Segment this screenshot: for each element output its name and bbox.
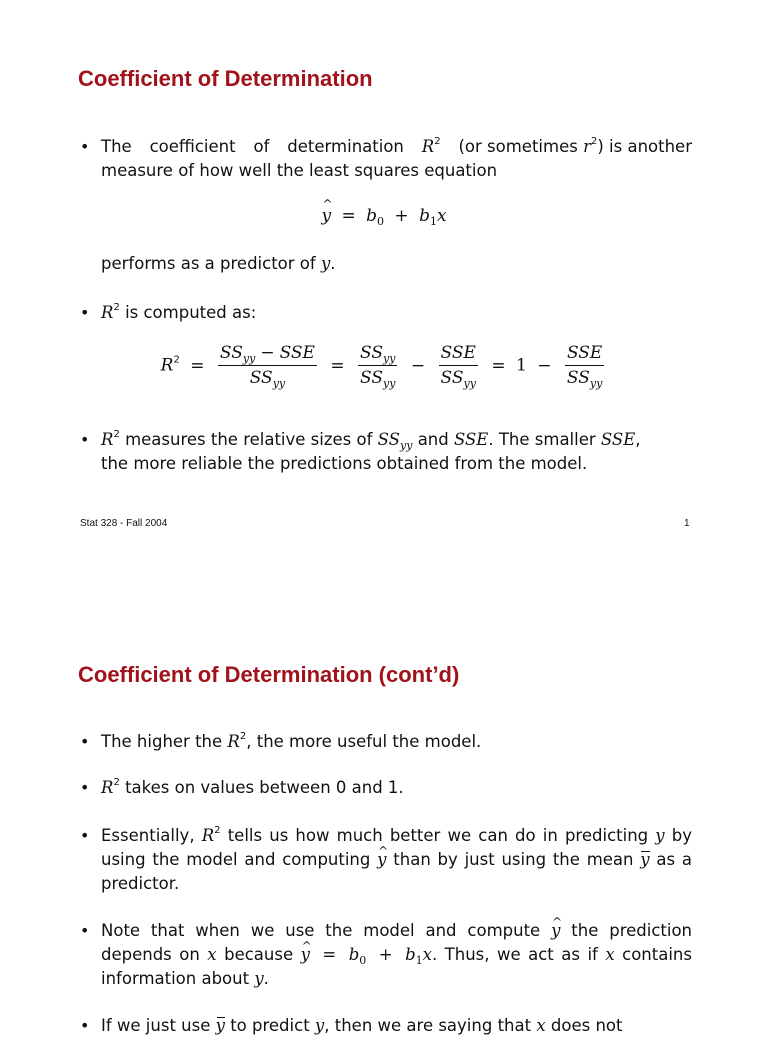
bullet-dot-icon: • (80, 1016, 90, 1035)
bullet-dot-icon: • (80, 826, 90, 845)
bullet-dot-icon: • (80, 732, 90, 751)
bullet-text: If we just use y to predict y, then we are saying that x does not (101, 1014, 692, 1038)
bullet-text-line-2: the more reliable the predictions obtained from the model. (101, 454, 588, 473)
bullet-item (78, 919, 692, 991)
bullet-dot-icon: • (80, 921, 90, 940)
bullet-item (78, 135, 692, 183)
slide-1-title: Coefficient of Determination (78, 66, 373, 91)
r-squared-formula: $R^2$ = $\frac{SS_{yy} - SSE}{SS_{yy}}$ = $\frac{SS_{yy}}{SS_{yy}}$ − $\frac{\text{SSE}}{SS_{yy}}$ = 1 − $\frac{\text{SSE}}{SS_{yy}}$ (160, 343, 603, 390)
slide-2 (0, 596, 768, 1036)
bullet-text: $R^2$ measures the relative sizes of $SS_{yy}$ and SSE. The smaller SSE, (101, 429, 641, 452)
bullet-dot-icon: • (80, 137, 90, 156)
footer-course: Stat 328 - Fall 2004 (80, 518, 168, 529)
bullet-item (78, 1014, 692, 1038)
bullet-dot-icon: • (80, 430, 90, 449)
bullet-item (78, 776, 692, 800)
fraction: $\frac{SS_{yy}}{SS_{yy}}$ (360, 343, 396, 390)
footer-page-number: 1 (684, 518, 690, 529)
bullet-item (78, 824, 692, 896)
bullet-text: $R^2$ is computed as: (101, 302, 257, 322)
fraction: $\frac{\text{SSE}}{SS_{yy}}$ (440, 343, 476, 390)
bullet-item (78, 428, 692, 476)
bullet-text: The coefficient of determination $R^2$ (or sometimes $r^2$) is another (101, 136, 692, 156)
bullet-dot-icon: • (80, 778, 90, 797)
bullet-text-line-2: measure of how well the least squares equation (101, 161, 498, 180)
bullet-item (78, 301, 692, 325)
slide-2-title: Coefficient of Determination (cont’d) (78, 662, 460, 687)
bullet-text: Note that when we use the model and compute y ^ the prediction depends on x because y ^ = $b_0 + b_1x$. Thus, we act as if x contains information about y. (101, 919, 692, 991)
bullet-dot-icon: • (80, 303, 90, 322)
fraction: $\frac{SS_{yy} - SSE}{SS_{yy}}$ (219, 343, 315, 390)
bullet-item (78, 730, 692, 754)
equation-followup: performs as a predictor of y. (101, 254, 336, 273)
fraction: $\frac{\text{SSE}}{SS_{yy}}$ (566, 343, 603, 390)
bullet-text: The higher the $R^2$, the more useful the model. (101, 731, 482, 751)
bullet-text: Essentially, $R^2$ tells us how much better we can do in predicting y by using the model and computing y ^ than by just using the mean y as a predictor. (101, 824, 692, 896)
regression-equation: y ^ = $b_0 + b_1x$ (0, 206, 768, 226)
bullet-text: $R^2$ takes on values between 0 and 1. (101, 777, 404, 797)
